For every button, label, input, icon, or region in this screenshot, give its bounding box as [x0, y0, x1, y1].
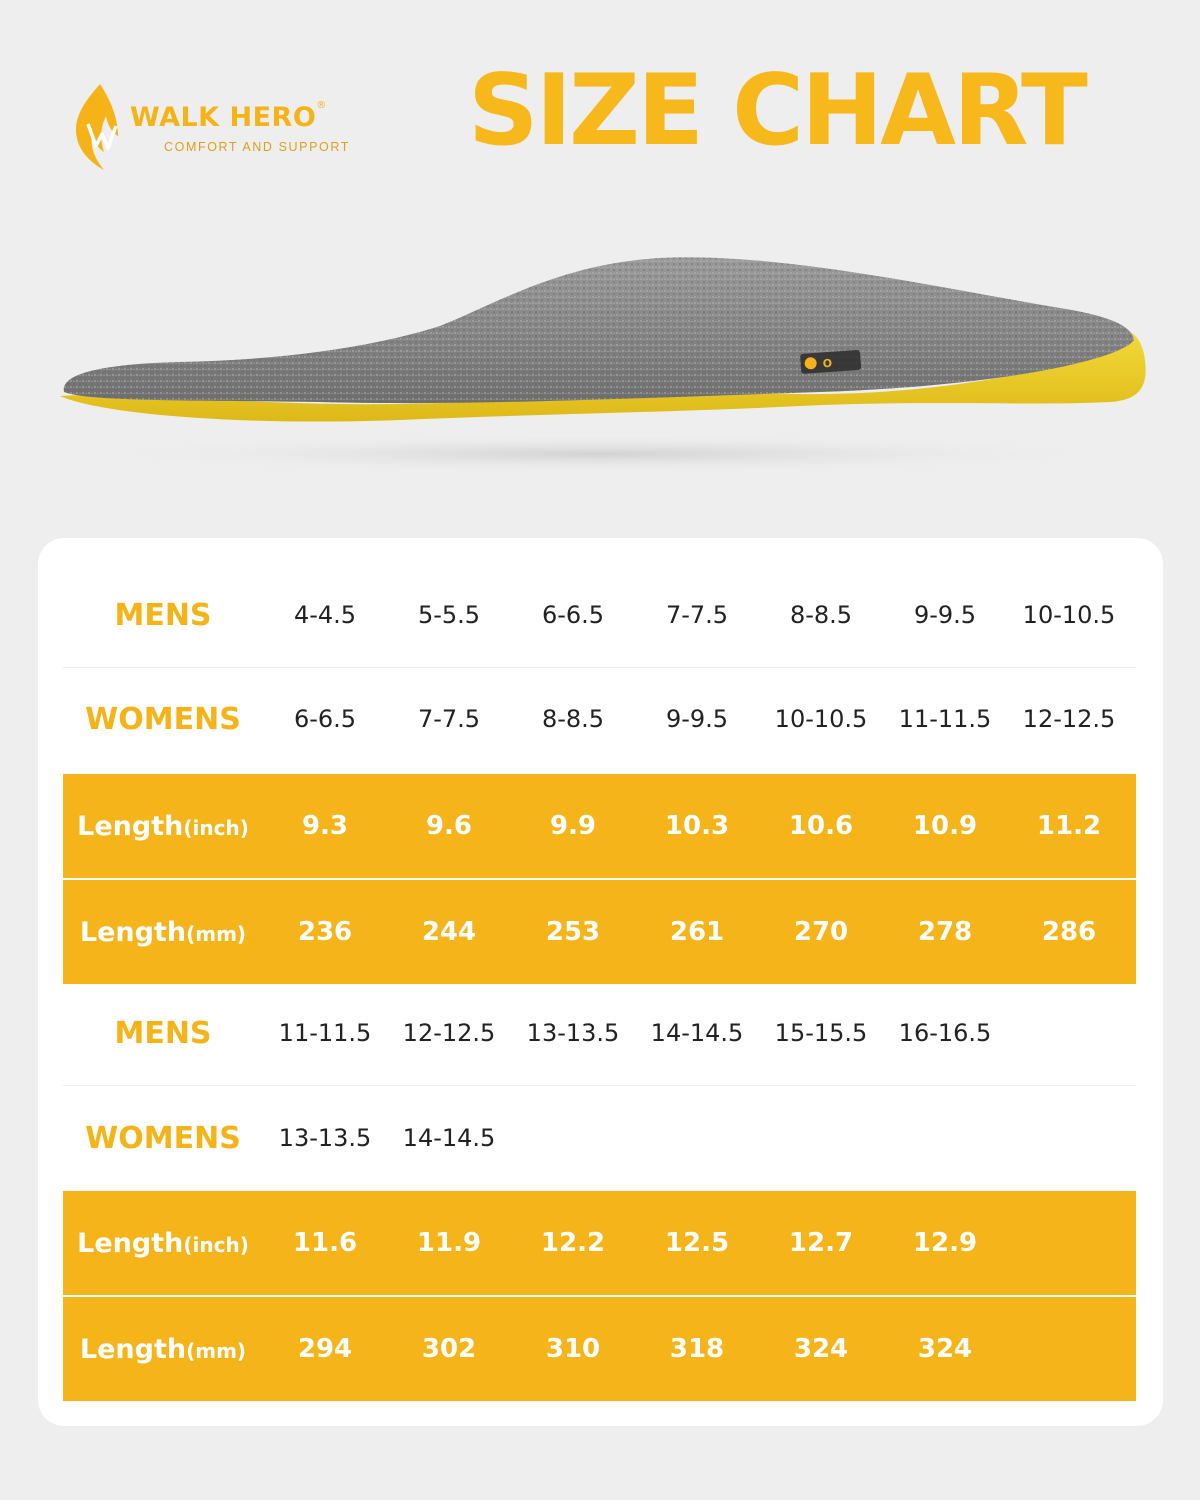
brand-tagline: COMFORT AND SUPPORT [164, 140, 350, 154]
table-cell: 7-7.5 [417, 705, 481, 733]
row-label-unit: (inch) [183, 1232, 249, 1257]
row-label-text: MENS [114, 597, 212, 633]
table-cell: 12.9 [912, 1228, 978, 1258]
table-cell: 12-12.5 [402, 1019, 496, 1047]
table-cell: 5-5.5 [417, 601, 481, 629]
table-cell: 12.7 [788, 1228, 854, 1258]
row-label-unit: (inch) [183, 815, 249, 840]
table-row [63, 774, 1136, 878]
table-cell: 4-4.5 [293, 601, 357, 629]
table-cell: 253 [545, 917, 601, 947]
table-cell: 12.5 [664, 1228, 730, 1258]
table-cell: 15-15.5 [774, 1019, 868, 1047]
table-cell: 14-14.5 [402, 1124, 496, 1152]
table-row [63, 1191, 1136, 1295]
row-label-text: WOMENS [85, 1120, 241, 1156]
row-label [63, 1228, 263, 1259]
table-cell: 7-7.5 [665, 601, 729, 629]
table-row [63, 667, 1136, 771]
table-cell: 10.9 [912, 811, 978, 841]
table-cell: 11-11.5 [898, 705, 992, 733]
table-cell: 14-14.5 [650, 1019, 744, 1047]
table-cell: 9.3 [301, 811, 349, 841]
table-row [63, 563, 1136, 668]
table-cell [1007, 1228, 1131, 1258]
table-cell: 324 [793, 1334, 849, 1364]
table-cell: 8-8.5 [789, 601, 853, 629]
page-title: SIZE CHART [468, 54, 1085, 168]
table-cell: 310 [545, 1334, 601, 1364]
row-label [63, 1334, 263, 1365]
table-row [63, 1086, 1136, 1190]
table-cell: 10-10.5 [1022, 601, 1116, 629]
table-cell: 294 [297, 1334, 353, 1364]
walk-hero-flame-icon [70, 76, 126, 176]
table-cell: 16-16.5 [898, 1019, 992, 1047]
table-cell [883, 1124, 1007, 1152]
row-label [63, 598, 263, 633]
table-cell: 318 [669, 1334, 725, 1364]
table-cell: 12.2 [540, 1228, 606, 1258]
table-row [63, 878, 1136, 984]
table-cell: 11-11.5 [278, 1019, 372, 1047]
insole-image [40, 236, 1170, 506]
table-cell: 12-12.5 [1022, 705, 1116, 733]
table-cell: 6-6.5 [293, 705, 357, 733]
row-label [63, 702, 263, 737]
table-cell: 11.6 [292, 1228, 358, 1258]
table-cell: 9.6 [425, 811, 473, 841]
table-cell [635, 1124, 759, 1152]
table-cell [1007, 1019, 1131, 1047]
table-cell: 270 [793, 917, 849, 947]
table-cell: 236 [297, 917, 353, 947]
row-label-text: Length [77, 1227, 184, 1259]
table-cell: 244 [421, 917, 477, 947]
size-table [38, 538, 1163, 1426]
row-label [63, 811, 263, 842]
table-cell: 324 [917, 1334, 973, 1364]
brand-logo [70, 76, 430, 176]
table-row [63, 981, 1136, 1086]
table-cell [1007, 1334, 1131, 1364]
row-label [63, 1121, 263, 1156]
table-cell: 6-6.5 [541, 601, 605, 629]
table-cell [511, 1124, 635, 1152]
table-cell: 9-9.5 [665, 705, 729, 733]
brand-name: WALK HERO® [130, 100, 327, 133]
table-cell: 10-10.5 [774, 705, 868, 733]
row-label-text: Length [79, 1333, 187, 1365]
row-label-text: WOMENS [85, 701, 241, 737]
table-cell [1007, 1124, 1131, 1152]
table-cell: 278 [917, 917, 973, 947]
row-label [63, 917, 263, 948]
table-cell: 261 [669, 917, 725, 947]
table-cell: 286 [1041, 917, 1097, 947]
table-cell: 9-9.5 [913, 601, 977, 629]
table-cell: 10.6 [788, 811, 854, 841]
table-row [63, 1295, 1136, 1401]
row-label-unit: (mm) [186, 1338, 247, 1363]
row-label-text: Length [79, 916, 187, 948]
table-cell: 11.2 [1036, 811, 1102, 841]
table-cell: 11.9 [416, 1228, 482, 1258]
table-cell: 10.3 [664, 811, 730, 841]
table-cell [759, 1124, 883, 1152]
row-label-unit: (mm) [186, 921, 247, 946]
row-label [63, 1016, 263, 1051]
row-label-text: Length [77, 810, 184, 842]
table-cell: 13-13.5 [278, 1124, 372, 1152]
insole-badge-text: O [822, 356, 833, 371]
row-label-text: MENS [114, 1015, 212, 1051]
table-cell: 9.9 [549, 811, 597, 841]
table-cell: 302 [421, 1334, 477, 1364]
table-cell: 13-13.5 [526, 1019, 620, 1047]
table-cell: 8-8.5 [541, 705, 605, 733]
